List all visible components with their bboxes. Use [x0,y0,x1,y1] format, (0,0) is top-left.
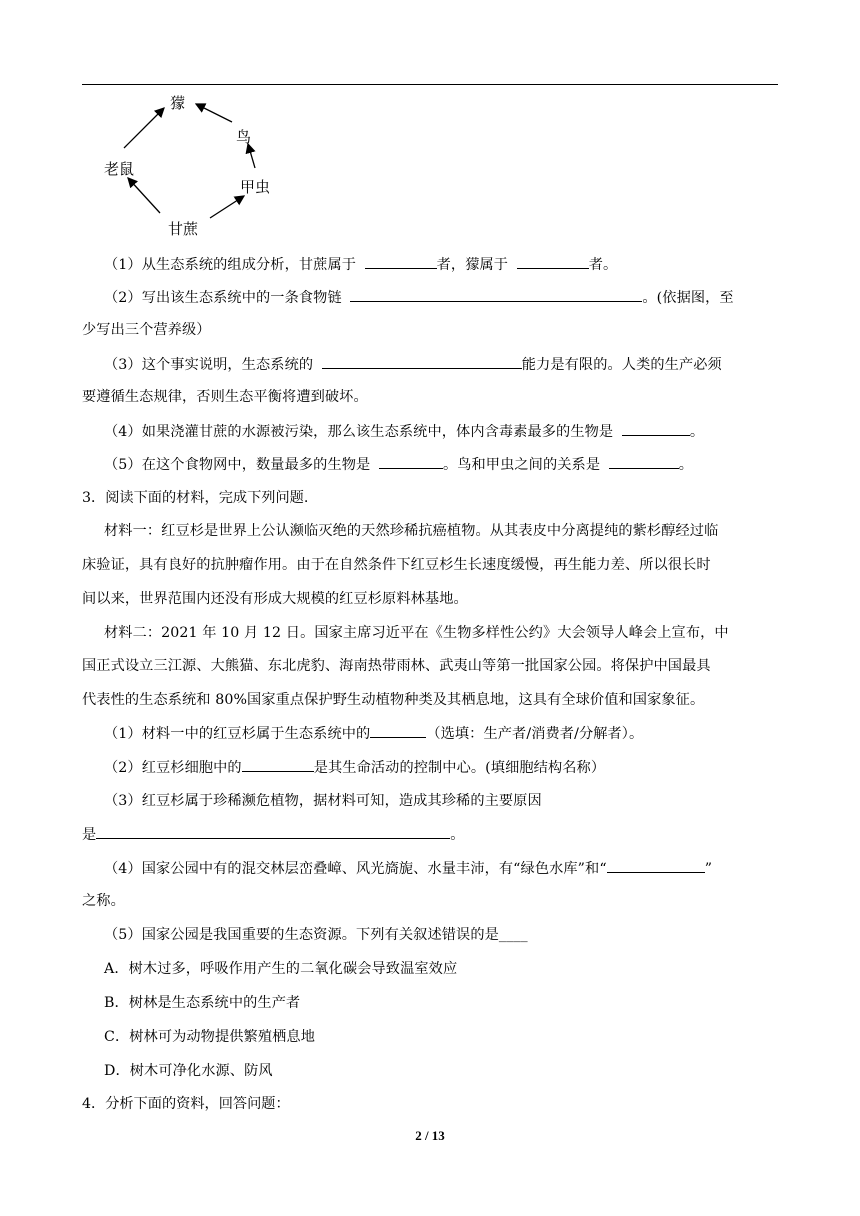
q3-4-blank[interactable] [607,857,705,873]
q2-item-2-cont: 少写出三个营养级） [82,322,211,338]
q2-item-5: （5）在这个食物网中，数量最多的生物是 。鸟和甲虫之间的关系是 。 [104,453,693,474]
node-sugarcane: 甘蔗 [168,220,199,238]
q4-title: 4．分析下面的资料，回答问题： [82,1096,290,1112]
q3-material2-line2: 国正式设立三江源、大熊猫、东北虎豹、海南热带雨林、武夷山等第一批国家公园。将保护中国最具 [82,658,711,674]
q2-item-2: （2）写出该生态系统中的一条食物链 。(依据图，至 [104,286,734,307]
q2-4-blank[interactable] [622,420,690,436]
q3-item-1: （1）材料一中的红豆杉属于生态系统中的 （选填：生产者/消费者/分解者）。 [104,722,643,743]
q3-option-b[interactable]: B．树林是生态系统中的生产者 [104,995,301,1011]
q2-item-1: （1）从生态系统的组成分析，甘蔗属于 者，獴属于 者。 [104,253,617,274]
q3-option-c[interactable]: C．树林可为动物提供繁殖栖息地 [104,1029,315,1045]
node-beetle: 甲虫 [240,178,271,196]
header-rule [82,84,778,85]
q3-1-blank[interactable] [370,722,426,738]
q2-item-4: （4）如果浇灌甘蔗的水源被污染，那么该生态系统中，体内含毒素最多的生物是 。 [104,420,704,441]
q3-item-2: （2）红豆杉细胞中的 是其生命活动的控制中心。(填细胞结构名称） [104,756,605,777]
q3-item-5: （5）国家公园是我国重要的生态资源。下列有关叙述错误的是____ [104,927,528,943]
q2-1-blank-a[interactable] [365,253,437,269]
q3-3-blank[interactable] [96,823,450,839]
arrow-sugarcane-beetle [210,196,244,218]
q2-2-blank[interactable] [350,286,642,302]
node-mongoose: 獴 [170,94,186,112]
food-web-diagram [92,88,292,238]
q3-2-blank[interactable] [242,756,314,772]
q3-item-4: （4）国家公园中有的混交林层峦叠嶂、风光旖旎、水量丰沛，有“绿色水库”和“ ” [104,857,712,878]
q3-material2-line1: 材料二：2021 年 10 月 12 日。国家主席习近平在《生物多样性公约》大会领导人峰会上宣布，中 [104,625,729,641]
arrow-beetle-bird [248,144,255,168]
q2-item-3: （3）这个事实说明，生态系统的 能力是有限的。人类的生产必须 [104,353,722,374]
node-bird: 鸟 [236,128,252,146]
q3-option-d[interactable]: D．树木可净化水源、防风 [104,1063,273,1079]
q3-item-3-cont: 是 。 [82,823,465,844]
q2-5-blank-a[interactable] [379,453,443,469]
q3-material1-line1: 材料一：红豆杉是世界上公认濒临灭绝的天然珍稀抗癌植物。从其表皮中分离提纯的紫杉醇经过临 [104,523,719,539]
q3-option-a[interactable]: A．树木过多，呼吸作用产生的二氧化碳会导致温室效应 [104,961,458,977]
q2-3-blank[interactable] [322,353,522,369]
arrow-bird-mongoose [196,104,232,122]
q2-item-3-cont: 要遵循生态规律，否则生态平衡将遭到破坏。 [82,389,368,405]
q2-5-blank-b[interactable] [609,453,679,469]
q2-1-blank-b[interactable] [517,253,589,269]
q3-material2-line3: 代表性的生态系统和 80%国家重点保护野生动植物种类及其栖息地，这具有全球价值和国家象征。 [82,692,705,708]
q3-title: 3．阅读下面的材料，完成下列问题. [82,490,309,506]
q3-item-3: （3）红豆杉属于珍稀濒危植物，据材料可知，造成其珍稀的主要原因 [104,793,542,809]
q3-item-4-cont: 之称。 [82,893,125,909]
arrow-sugarcane-mouse [128,178,160,213]
page-number: 2 / 13 [415,1128,445,1143]
arrow-mouse-mongoose [124,108,164,148]
q3-material1-line2: 床验证，具有良好的抗肿瘤作用。由于在自然条件下红豆杉生长速度缓慢，再生能力差、所以很长时 [82,557,711,573]
node-mouse: 老鼠 [104,160,135,178]
q3-material1-line3: 间以来，世界范围内还没有形成大规模的红豆杉原料林基地。 [82,591,468,607]
